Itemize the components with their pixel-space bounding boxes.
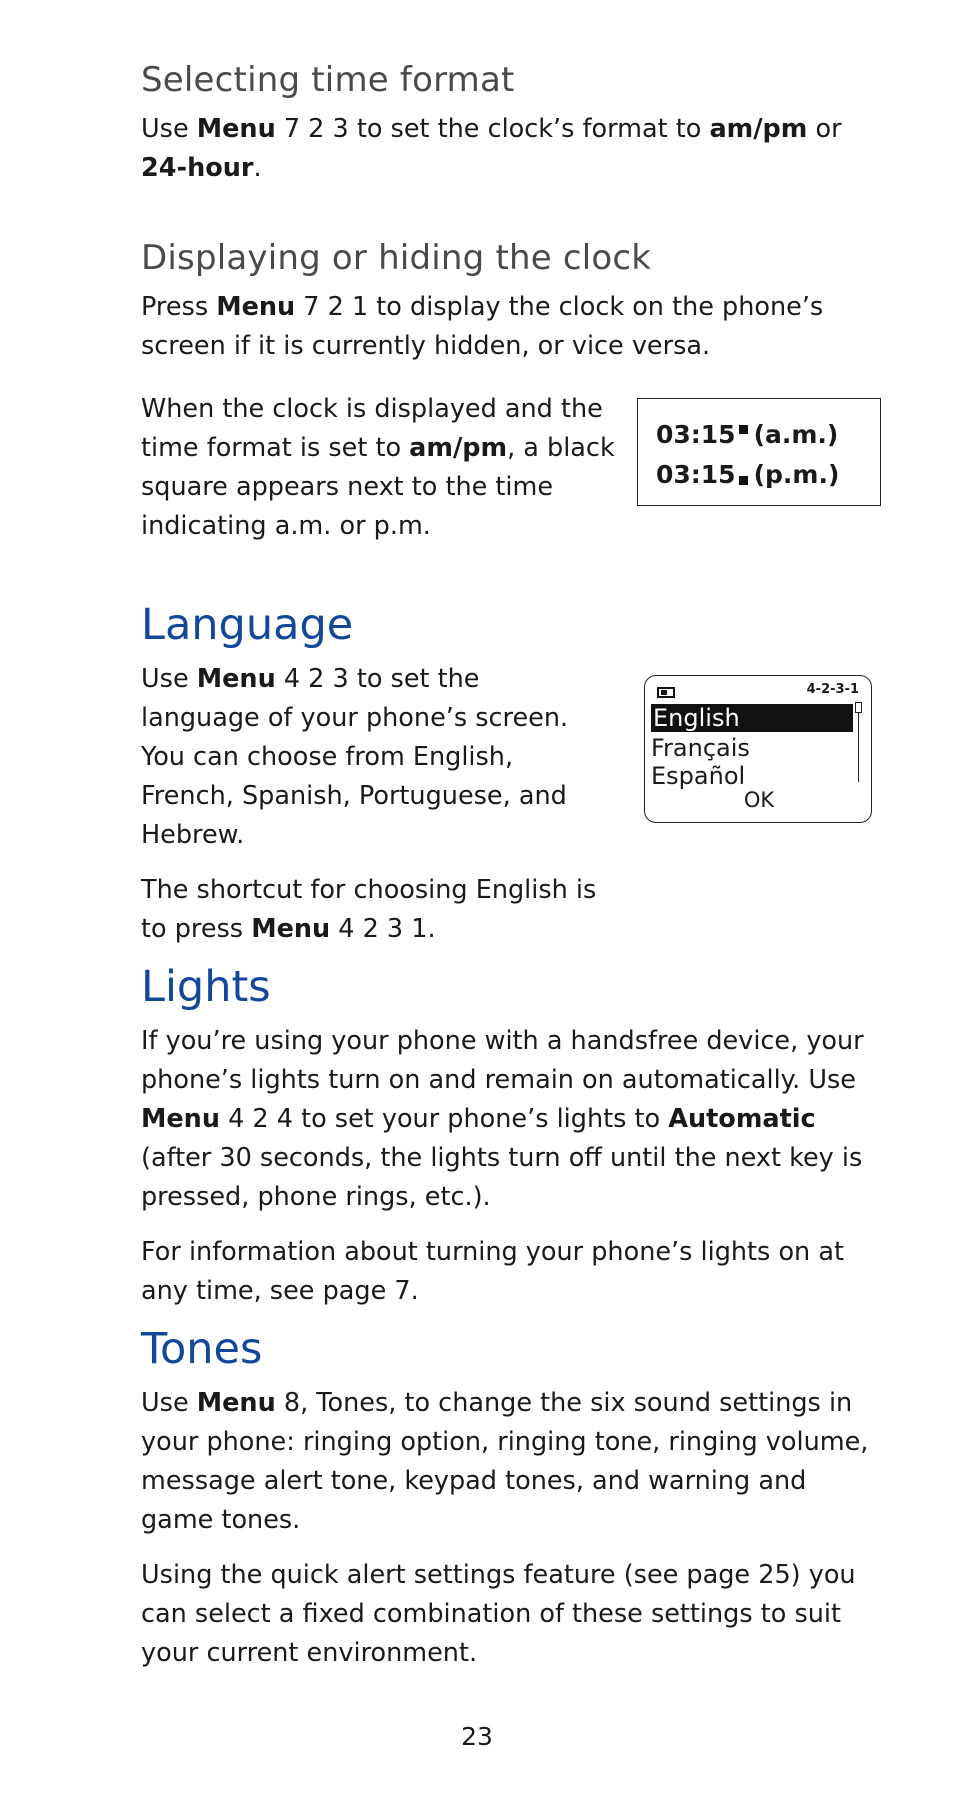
clock-paragraph-2: When the clock is displayed and the time format is set to am/pm, a black square appears next to the time indicating a.m. or p.m. [141,394,615,541]
battery-icon [657,687,675,698]
section-clock [141,238,881,382]
menu-path: 4-2-3-1 [806,682,859,697]
section-lights [141,962,881,1327]
tones-heading: Tones [141,1324,263,1374]
scrollbar [858,702,859,782]
scrollbar-knob [855,702,862,713]
language-option-espanol: Español [651,762,746,790]
pm-square-icon [739,476,748,485]
section-tones [141,1324,881,1689]
lights-heading: Lights [141,962,271,1012]
tones-paragraph-2: Using the quick alert settings feature (see page 25) you can select a fixed combination of these settings to suit your current environment. [141,1560,856,1668]
phone-screen-language [644,675,872,823]
section-time-format [141,60,881,204]
page-number: 23 [461,1722,493,1751]
clock-pm-line: 03:15 (p.m.) [656,460,840,489]
language-option-english: English [651,704,853,732]
ok-softkey: OK [743,788,775,812]
am-square-icon [739,425,748,434]
time-format-heading: Selecting time format [141,60,515,100]
clock-display-box [637,398,881,506]
language-heading: Language [141,600,354,650]
language-paragraph-2: The shortcut for choosing English is to press Menu 4 2 3 1. [141,875,597,944]
clock-heading: Displaying or hiding the clock [141,238,652,278]
language-paragraph-1: Use Menu 4 2 3 to set the language of your phone’s screen. You can choose from English, French, Spanish, Portuguese, and Hebrew. [141,664,569,850]
clock-am-line: 03:15 (a.m.) [656,420,839,449]
lights-paragraph-2: For information about turning your phone’s lights on at any time, see page 7. [141,1237,844,1306]
language-option-francais: Français [651,734,750,762]
tones-paragraph-1: Use Menu 8, Tones, to change the six sound settings in your phone: ringing option, ringing tone, ringing volume, message alert tone, keypad tones, and warning and game tones. [141,1388,869,1535]
time-format-paragraph: Use Menu 7 2 3 to set the clock’s format to am/pm or 24-hour. [141,114,842,183]
lights-paragraph-1: If you’re using your phone with a handsfree device, your phone’s lights turn on and remain on automatically. Use Menu 4 2 4 to set your phone’s lights to Automatic (after 30 seconds, the lights turn off until the next key is pressed, phone rings, etc.). [141,1026,864,1212]
clock-paragraph-1: Press Menu 7 2 1 to display the clock on the phone’s screen if it is currently hidden, or vice versa. [141,292,824,361]
